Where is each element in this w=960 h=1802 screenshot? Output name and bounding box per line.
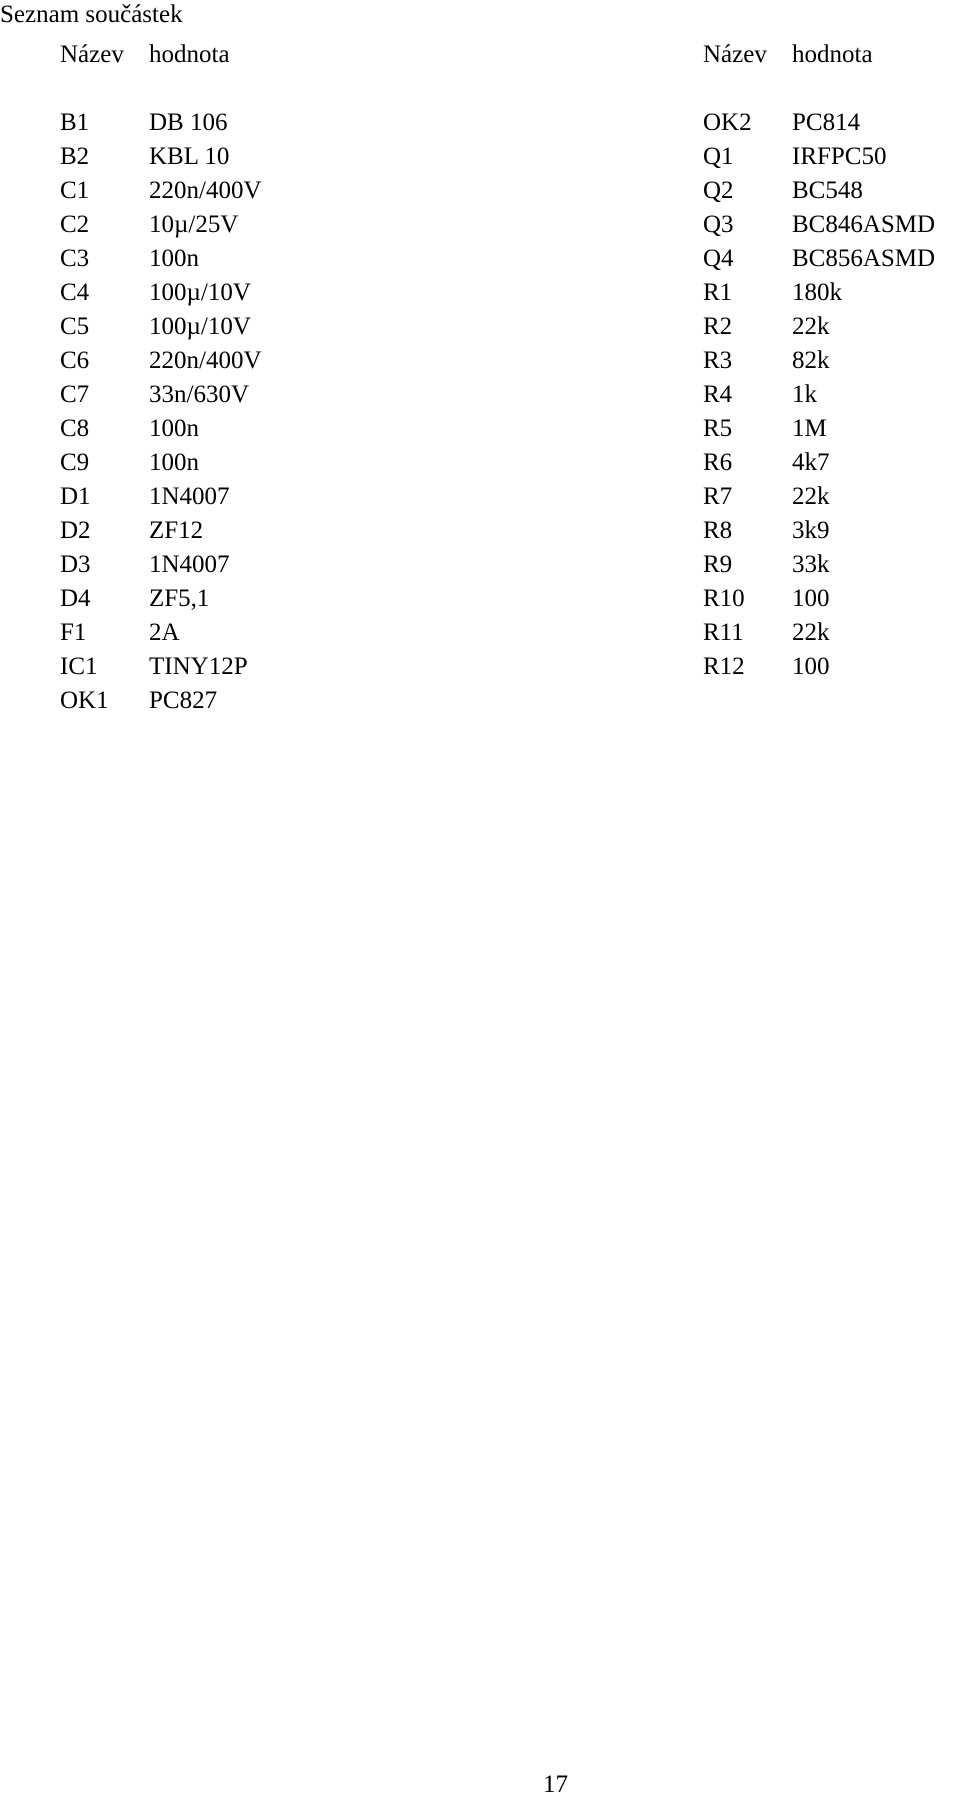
part-designator: R6 — [703, 449, 733, 476]
part-value: 22k — [792, 483, 830, 510]
parts-list-right — [703, 38, 935, 684]
name-header: Název — [703, 41, 767, 68]
part-value: ZF12 — [149, 517, 204, 544]
part-row — [60, 208, 262, 242]
part-row — [60, 310, 262, 344]
part-designator: R12 — [703, 653, 745, 680]
part-value: 100µ/10V — [149, 313, 251, 340]
part-designator: R10 — [703, 585, 745, 612]
part-value: 10µ/25V — [149, 211, 239, 238]
part-value: 1N4007 — [149, 483, 230, 510]
part-value: ZF5,1 — [149, 585, 210, 612]
part-value: 100n — [149, 415, 199, 442]
part-row — [60, 412, 262, 446]
part-value: 3k9 — [792, 517, 830, 544]
part-designator: R3 — [703, 347, 733, 374]
part-row — [703, 548, 935, 582]
part-row — [703, 582, 935, 616]
part-designator: Q4 — [703, 245, 734, 272]
part-row — [60, 650, 262, 684]
part-value: 100n — [149, 245, 199, 272]
part-value: 100µ/10V — [149, 279, 251, 306]
part-row — [60, 242, 262, 276]
left-rows — [60, 106, 262, 718]
part-row — [703, 276, 935, 310]
part-value: 1k — [792, 381, 817, 408]
part-designator: R2 — [703, 313, 733, 340]
part-designator: C2 — [60, 211, 90, 238]
part-value: PC827 — [149, 687, 218, 714]
page-title: Seznam součástek — [0, 1, 183, 28]
part-value: 22k — [792, 619, 830, 646]
part-designator: Q1 — [703, 143, 734, 170]
part-row — [703, 616, 935, 650]
part-row — [60, 684, 262, 718]
part-designator: OK1 — [60, 687, 109, 714]
part-designator: D3 — [60, 551, 91, 578]
part-designator: Q3 — [703, 211, 734, 238]
part-row — [703, 344, 935, 378]
part-value: TINY12P — [149, 653, 248, 680]
part-designator: R4 — [703, 381, 733, 408]
part-row — [60, 514, 262, 548]
part-designator: D1 — [60, 483, 91, 510]
part-designator: C4 — [60, 279, 90, 306]
part-value: 22k — [792, 313, 830, 340]
header-spacer — [703, 72, 935, 106]
part-value: 100 — [792, 653, 830, 680]
part-row — [60, 548, 262, 582]
part-row — [703, 412, 935, 446]
part-value: DB 106 — [149, 109, 228, 136]
part-designator: B2 — [60, 143, 90, 170]
part-value: 220n/400V — [149, 347, 262, 374]
part-value: BC846ASMD — [792, 211, 936, 238]
part-row — [60, 480, 262, 514]
part-designator: D4 — [60, 585, 91, 612]
part-value: 1N4007 — [149, 551, 230, 578]
part-row — [703, 310, 935, 344]
part-row — [703, 140, 935, 174]
part-designator: R5 — [703, 415, 733, 442]
part-designator: R8 — [703, 517, 733, 544]
column-header-left — [60, 38, 262, 72]
part-row — [703, 514, 935, 548]
part-designator: R9 — [703, 551, 733, 578]
part-designator: C9 — [60, 449, 90, 476]
value-header: hodnota — [149, 41, 230, 68]
part-value: KBL 10 — [149, 143, 230, 170]
part-value: 4k7 — [792, 449, 830, 476]
part-row — [703, 446, 935, 480]
column-header-right — [703, 38, 935, 72]
part-row — [703, 242, 935, 276]
part-value: PC814 — [792, 109, 861, 136]
part-row — [60, 106, 262, 140]
part-row — [60, 582, 262, 616]
header-spacer — [60, 72, 262, 106]
part-row — [703, 650, 935, 684]
part-designator: IC1 — [60, 653, 98, 680]
part-row — [60, 276, 262, 310]
part-row — [703, 480, 935, 514]
part-designator: C5 — [60, 313, 90, 340]
part-designator: R7 — [703, 483, 733, 510]
part-value: BC548 — [792, 177, 863, 204]
part-value: 100 — [792, 585, 830, 612]
part-value: 33n/630V — [149, 381, 249, 408]
name-header: Název — [60, 41, 124, 68]
part-designator: R11 — [703, 619, 744, 646]
part-designator: C8 — [60, 415, 90, 442]
part-row — [60, 378, 262, 412]
part-designator: OK2 — [703, 109, 752, 136]
part-row — [60, 140, 262, 174]
value-header: hodnota — [792, 41, 873, 68]
part-designator: R1 — [703, 279, 733, 306]
part-row — [703, 106, 935, 140]
part-row — [60, 344, 262, 378]
part-designator: F1 — [60, 619, 87, 646]
part-value: 220n/400V — [149, 177, 262, 204]
part-designator: D2 — [60, 517, 91, 544]
part-designator: Q2 — [703, 177, 734, 204]
part-row — [60, 174, 262, 208]
part-row — [703, 174, 935, 208]
parts-list-left — [60, 38, 262, 718]
part-row — [60, 616, 262, 650]
part-value: BC856ASMD — [792, 245, 936, 272]
part-row — [60, 446, 262, 480]
part-value: 180k — [792, 279, 842, 306]
part-value: 1M — [792, 415, 827, 442]
page-number: 17 — [543, 1771, 568, 1798]
part-row — [703, 208, 935, 242]
part-row — [703, 378, 935, 412]
part-value: 33k — [792, 551, 830, 578]
part-value: IRFPC50 — [792, 143, 887, 170]
part-designator: C6 — [60, 347, 90, 374]
right-rows — [703, 106, 935, 684]
part-designator: C7 — [60, 381, 90, 408]
part-designator: C1 — [60, 177, 90, 204]
part-value: 2A — [149, 619, 180, 646]
part-value: 100n — [149, 449, 199, 476]
part-designator: C3 — [60, 245, 90, 272]
part-designator: B1 — [60, 109, 90, 136]
part-value: 82k — [792, 347, 830, 374]
